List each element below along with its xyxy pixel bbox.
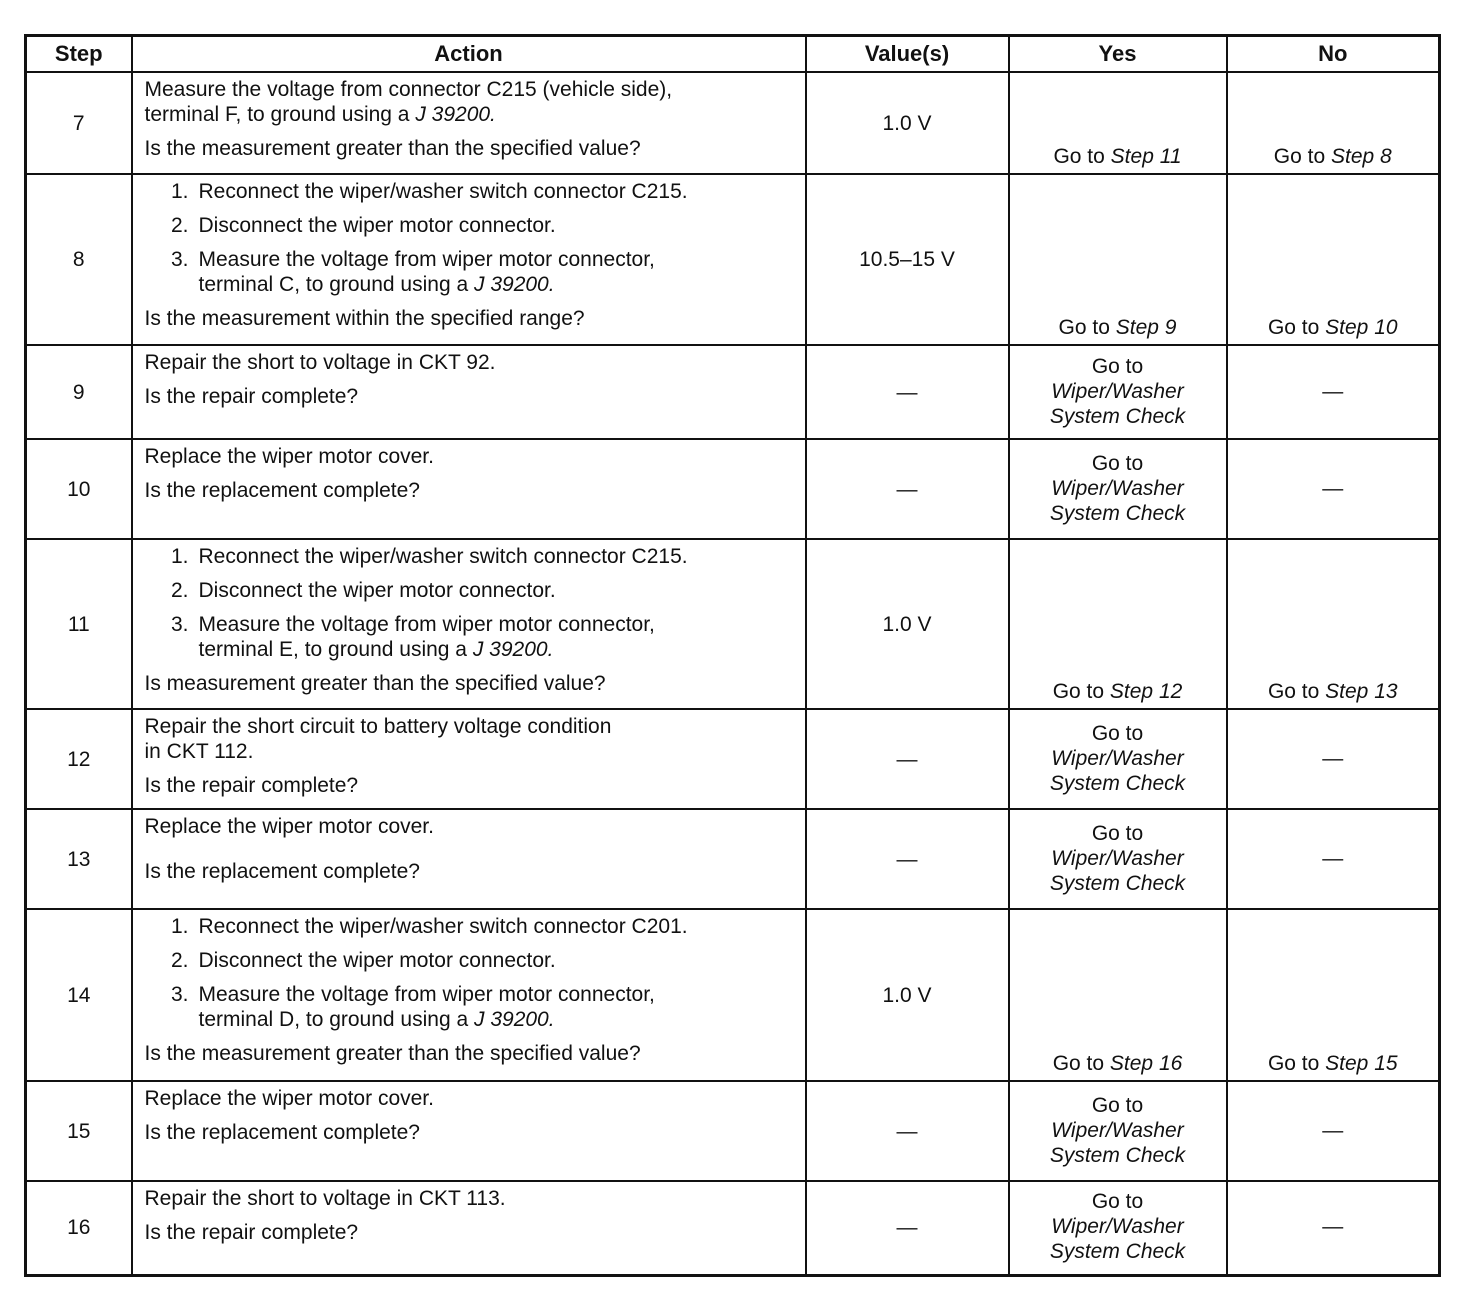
step-number: 10 <box>26 439 132 539</box>
action-list-item-continuation <box>145 1007 795 1032</box>
action-cell <box>132 1181 806 1275</box>
action-list-item-continuation <box>145 637 795 662</box>
step-ref-number: 10 <box>1374 316 1398 339</box>
action-text: Measure the voltage from wiper motor connector, <box>198 983 655 1006</box>
header-action: Action <box>132 36 806 73</box>
value-cell: — <box>806 1181 1009 1275</box>
action-text: terminal F, to ground using a <box>144 103 410 126</box>
step-ref <box>1116 316 1177 339</box>
question-text: Is measurement greater than the specified value? <box>144 672 606 695</box>
list-number: 2. <box>170 949 189 972</box>
yes-cell <box>1009 1181 1227 1275</box>
system-check-ref: Wiper/Washer <box>1051 476 1184 500</box>
question-text: Is the replacement complete? <box>144 479 420 502</box>
list-number: 1. <box>170 545 189 568</box>
value-cell: — <box>806 439 1009 539</box>
action-line: Measure the voltage from connector C215 (vehicle side), <box>144 78 673 101</box>
yes-cell <box>1009 174 1227 345</box>
step-ref-number: 12 <box>1158 680 1183 703</box>
step-number: 11 <box>26 539 132 709</box>
question-text: Is the repair complete? <box>144 1221 359 1244</box>
action-cell <box>132 1081 806 1181</box>
list-number: 2. <box>170 214 189 237</box>
list-number: 1. <box>170 180 189 203</box>
yes-cell <box>1009 709 1227 809</box>
table-header-row <box>26 36 1440 73</box>
goto-text: Go to <box>1091 354 1144 378</box>
tool-ref: J 39200. <box>472 638 554 661</box>
question-text: Is the repair complete? <box>144 385 359 408</box>
step-word: Step <box>1115 316 1159 339</box>
system-check-ref: Wiper/Washer <box>1051 746 1184 770</box>
step-word: Step <box>1325 1052 1369 1075</box>
step-ref-number: 15 <box>1374 1052 1398 1075</box>
step-number: 14 <box>26 909 132 1081</box>
step-word: Step <box>1330 145 1375 168</box>
list-number: 1. <box>170 915 189 938</box>
header-step: Step <box>26 36 132 73</box>
no-cell <box>1227 72 1440 174</box>
list-number: 2. <box>170 579 189 602</box>
system-check-ref: System Check <box>1049 404 1186 428</box>
system-check-ref: System Check <box>1049 1143 1186 1167</box>
action-line: Repair the short to voltage in CKT 92. <box>144 351 496 374</box>
table-row <box>26 439 1440 539</box>
action-text: Disconnect the wiper motor connector. <box>198 949 556 972</box>
step-ref <box>1331 145 1392 168</box>
action-line: in CKT 112. <box>144 740 254 763</box>
system-check-ref: System Check <box>1049 871 1186 895</box>
step-number: 16 <box>26 1181 132 1275</box>
table-row <box>26 1081 1440 1181</box>
question-text: Is the repair complete? <box>144 774 359 797</box>
no-cell <box>1227 174 1440 345</box>
value-cell: 1.0 V <box>806 72 1009 174</box>
step-ref <box>1111 145 1182 168</box>
step-ref <box>1325 680 1397 703</box>
action-text: terminal E, to ground using a <box>198 638 467 661</box>
goto-text: Go to <box>1091 1093 1144 1117</box>
action-list-item <box>145 247 795 272</box>
action-list-item <box>145 612 795 637</box>
action-cell <box>132 539 806 709</box>
step-number: 12 <box>26 709 132 809</box>
table-row <box>26 345 1440 439</box>
question-text: Is the replacement complete? <box>144 1121 420 1144</box>
list-number: 3. <box>170 613 189 636</box>
action-cell <box>132 809 806 909</box>
yes-cell <box>1009 909 1227 1081</box>
step-ref-number: 16 <box>1158 1052 1183 1075</box>
value-cell: 10.5–15 V <box>806 174 1009 345</box>
action-text: terminal C, to ground using a <box>198 273 469 296</box>
goto-text: Go to <box>1091 1190 1144 1214</box>
table-row <box>26 709 1440 809</box>
step-ref <box>1325 1052 1397 1075</box>
tool-ref: J 39200. <box>474 1008 555 1031</box>
no-cell <box>1227 909 1440 1081</box>
value-cell: — <box>806 809 1009 909</box>
goto-text: Go to <box>1267 316 1320 339</box>
step-word: Step <box>1109 680 1154 703</box>
step-word: Step <box>1109 1052 1154 1075</box>
step-number: 7 <box>26 72 132 174</box>
action-cell <box>132 909 806 1081</box>
table-row <box>26 72 1440 174</box>
no-cell: — <box>1227 439 1440 539</box>
step-ref-number: 8 <box>1380 145 1392 168</box>
table-row <box>26 809 1440 909</box>
system-check-ref: Wiper/Washer <box>1051 1215 1184 1239</box>
table-row <box>26 909 1440 1081</box>
action-text: terminal D, to ground using a <box>198 1008 469 1031</box>
action-cell <box>132 174 806 345</box>
action-line: Repair the short to voltage in CKT 113. <box>144 1187 506 1210</box>
system-check-ref: System Check <box>1049 771 1186 795</box>
goto-text: Go to <box>1052 680 1105 703</box>
step-ref-number: 13 <box>1374 680 1398 703</box>
no-cell: — <box>1227 809 1440 909</box>
header-no: No <box>1227 36 1440 73</box>
action-text: Disconnect the wiper motor connector. <box>198 214 556 237</box>
list-number: 3. <box>170 248 189 271</box>
goto-text: Go to <box>1091 451 1144 475</box>
no-cell: — <box>1227 709 1440 809</box>
step-ref <box>1325 316 1397 339</box>
action-text: Disconnect the wiper motor connector. <box>198 579 556 602</box>
goto-text: Go to <box>1053 145 1105 168</box>
system-check-ref: Wiper/Washer <box>1051 379 1184 403</box>
goto-text: Go to <box>1052 1052 1105 1075</box>
action-cell <box>132 709 806 809</box>
no-cell: — <box>1227 1081 1440 1181</box>
question-text: Is the measurement greater than the specified value? <box>144 137 641 160</box>
action-text: Measure the voltage from wiper motor connector, <box>198 613 655 636</box>
step-ref <box>1110 680 1182 703</box>
action-list-item <box>145 914 795 939</box>
header-values: Value(s) <box>806 36 1009 73</box>
goto-text: Go to <box>1267 1052 1320 1075</box>
action-cell <box>132 439 806 539</box>
value-cell: — <box>806 345 1009 439</box>
goto-text: Go to <box>1091 721 1144 745</box>
action-list-item-continuation <box>145 272 795 297</box>
value-cell: — <box>806 709 1009 809</box>
action-list-item <box>145 948 795 973</box>
action-list-item <box>145 179 795 204</box>
action-line <box>145 102 795 127</box>
no-cell: — <box>1227 1181 1440 1275</box>
goto-text: Go to <box>1091 821 1144 845</box>
yes-cell <box>1009 72 1227 174</box>
action-text: Reconnect the wiper/washer switch connector C215. <box>198 180 688 203</box>
system-check-ref: System Check <box>1049 1240 1186 1264</box>
action-cell <box>132 345 806 439</box>
table-row <box>26 174 1440 345</box>
yes-cell <box>1009 1081 1227 1181</box>
yes-cell <box>1009 809 1227 909</box>
header-yes: Yes <box>1009 36 1227 73</box>
no-cell: — <box>1227 345 1440 439</box>
action-list-item <box>145 578 795 603</box>
yes-cell <box>1009 539 1227 709</box>
value-cell: 1.0 V <box>806 909 1009 1081</box>
action-list-item <box>145 213 795 238</box>
question-text: Is the replacement complete? <box>144 860 420 883</box>
step-number: 9 <box>26 345 132 439</box>
system-check-ref: Wiper/Washer <box>1051 846 1184 870</box>
action-text: Reconnect the wiper/washer switch connector C215. <box>198 545 688 568</box>
question-text: Is the measurement greater than the specified value? <box>144 1042 641 1065</box>
action-line: Repair the short circuit to battery voltage condition <box>144 715 612 738</box>
question-text: Is the measurement within the specified range? <box>144 307 585 330</box>
action-line: Replace the wiper motor cover. <box>144 1087 434 1110</box>
tool-ref: J 39200. <box>415 103 496 126</box>
goto-text: Go to <box>1267 680 1320 703</box>
action-list-item <box>145 982 795 1007</box>
system-check-ref: Wiper/Washer <box>1051 1118 1184 1142</box>
system-check-ref: System Check <box>1049 501 1186 525</box>
step-number: 13 <box>26 809 132 909</box>
value-cell: 1.0 V <box>806 539 1009 709</box>
action-text: Measure the voltage from wiper motor connector, <box>198 248 655 271</box>
step-number: 15 <box>26 1081 132 1181</box>
no-cell <box>1227 539 1440 709</box>
value-cell: — <box>806 1081 1009 1181</box>
action-text: Reconnect the wiper/washer switch connector C201. <box>198 915 688 938</box>
goto-text: Go to <box>1273 145 1326 168</box>
table-row <box>26 1181 1440 1275</box>
step-number: 8 <box>26 174 132 345</box>
step-ref-number: 11 <box>1159 145 1182 168</box>
step-ref-number: 9 <box>1164 316 1177 339</box>
yes-cell <box>1009 439 1227 539</box>
list-number: 3. <box>170 983 189 1006</box>
step-ref <box>1110 1052 1182 1075</box>
yes-cell <box>1009 345 1227 439</box>
table-row <box>26 539 1440 709</box>
tool-ref: J 39200. <box>474 273 555 296</box>
step-word: Step <box>1110 145 1154 168</box>
step-word: Step <box>1325 680 1369 703</box>
step-word: Step <box>1325 316 1369 339</box>
action-line: Replace the wiper motor cover. <box>144 815 434 838</box>
goto-text: Go to <box>1058 316 1110 339</box>
action-list-item <box>145 544 795 569</box>
action-cell <box>132 72 806 174</box>
diagnostic-table <box>24 34 1441 1277</box>
action-line: Replace the wiper motor cover. <box>144 445 434 468</box>
